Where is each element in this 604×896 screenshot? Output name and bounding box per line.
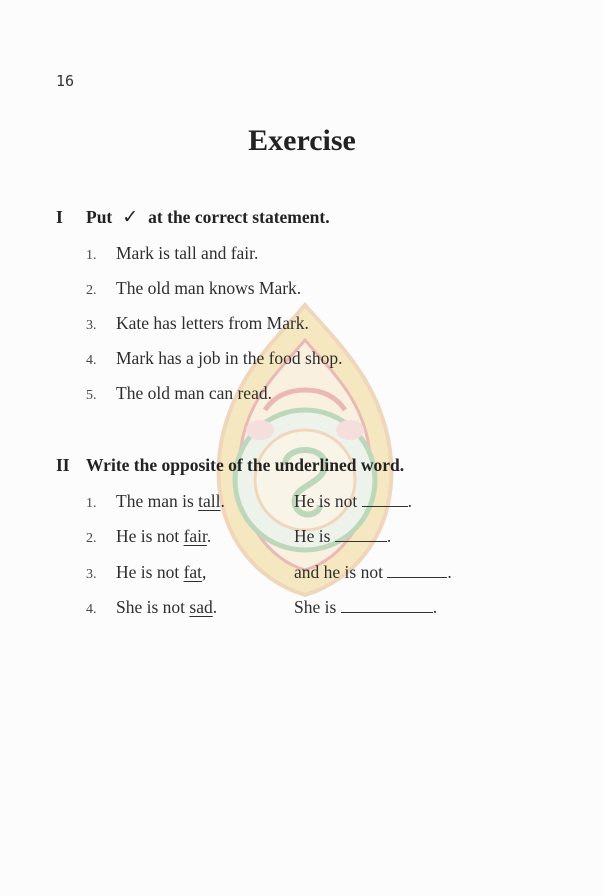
answer-text: He is: [294, 526, 335, 546]
answer-punctuation: .: [447, 562, 452, 582]
statement-text: The old man can read.: [116, 383, 272, 403]
statement-item: [86, 243, 258, 264]
section-2-heading: [56, 455, 404, 476]
answer-text: and he is not: [294, 562, 388, 582]
underlined-word: fat: [183, 562, 203, 582]
answer-part: [294, 597, 437, 618]
statement-text: The old man knows Mark.: [116, 278, 302, 298]
emblem-watermark-icon: [205, 300, 405, 600]
page-title: Exercise: [248, 124, 356, 157]
sentence-punctuation: .: [206, 526, 212, 546]
page-number: 16: [56, 72, 75, 90]
item-number: 4.: [86, 602, 97, 617]
sentence-punctuation: .: [220, 491, 225, 511]
answer-part: [294, 491, 412, 512]
answer-part: [294, 562, 452, 583]
answer-punctuation: .: [386, 526, 392, 546]
statement-item: [86, 278, 301, 299]
section-1-roman: I: [56, 207, 63, 227]
item-number: 4.: [86, 353, 97, 368]
sentence-text: He is not: [116, 526, 184, 546]
item-number: 2.: [86, 531, 97, 546]
answer-punctuation: .: [432, 597, 438, 617]
underlined-word: fair: [183, 526, 207, 546]
section-2-heading-text: Write the opposite of the underlined word.: [86, 455, 405, 475]
answer-text: He is not: [294, 491, 362, 511]
statement-text: Kate has letters from Mark.: [116, 313, 309, 333]
item-number: 2.: [86, 283, 97, 298]
section-2-roman: II: [56, 455, 70, 475]
sentence-punctuation: ,: [202, 562, 207, 582]
underlined-word: sad: [189, 597, 213, 617]
answer-part: [294, 526, 391, 547]
opposite-item: [86, 491, 412, 512]
statement-item: [86, 348, 343, 369]
sentence-text: She is not: [116, 597, 190, 617]
underlined-word: tall: [198, 491, 221, 511]
answer-text: She is: [294, 597, 341, 617]
item-number: 5.: [86, 388, 97, 403]
item-number: 1.: [86, 248, 97, 263]
sentence-text: He is not: [116, 562, 184, 582]
sentence-text: The man is: [116, 491, 199, 511]
checkmark-icon: ✓: [122, 207, 139, 228]
answer-blank[interactable]: [341, 600, 433, 613]
answer-blank[interactable]: [362, 494, 408, 507]
statement-item: [86, 383, 272, 404]
item-number: 3.: [86, 567, 97, 582]
section-1-heading: [56, 206, 330, 229]
section-1-heading-after: at the correct statement.: [148, 207, 330, 227]
item-number: 3.: [86, 318, 97, 333]
item-number: 1.: [86, 496, 97, 511]
statement-text: Mark has a job in the food shop.: [116, 348, 343, 368]
statement-text: Mark is tall and fair.: [116, 243, 259, 263]
opposite-item: [86, 597, 438, 618]
opposite-item: [86, 562, 452, 583]
opposite-item: [86, 526, 392, 547]
answer-blank[interactable]: [387, 565, 447, 578]
sentence-punctuation: .: [212, 597, 218, 617]
answer-blank[interactable]: [335, 529, 387, 542]
answer-punctuation: .: [407, 491, 412, 511]
statement-item: [86, 313, 309, 334]
section-1-heading-before: Put: [86, 207, 113, 227]
